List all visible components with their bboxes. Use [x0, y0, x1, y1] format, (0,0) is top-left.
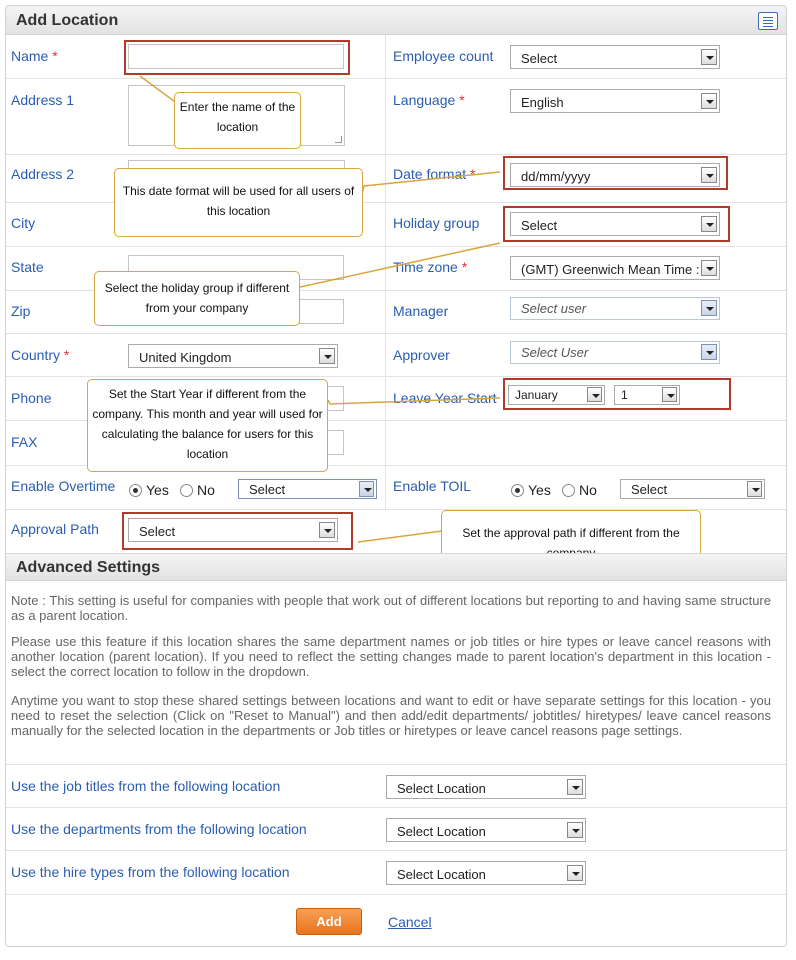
toil-yes-label: Yes — [528, 482, 551, 498]
toil-select[interactable]: Select — [620, 479, 765, 499]
overtime-no-label: No — [197, 482, 215, 498]
enable-overtime-label: Enable Overtime — [11, 478, 116, 494]
overtime-no-radio[interactable] — [180, 484, 193, 497]
zip-label: Zip — [11, 303, 31, 319]
city-label: City — [11, 215, 36, 231]
chevron-down-icon — [701, 344, 717, 360]
manager-label: Manager — [393, 303, 449, 319]
country-label: Country * — [11, 347, 70, 363]
country-select[interactable]: United Kingdom — [128, 344, 338, 368]
page-title: Add Location — [16, 12, 119, 29]
date-format-callout: This date format will be used for all users of this location — [114, 168, 363, 237]
job-titles-location-label: Use the job titles from the following location — [11, 778, 281, 794]
add-button[interactable]: Add — [296, 908, 362, 935]
chevron-down-icon — [319, 348, 335, 364]
toil-no-radio[interactable] — [562, 484, 575, 497]
panel-header — [6, 6, 786, 35]
job-titles-location-select[interactable]: Select Location — [386, 775, 586, 799]
employee-count-label: Employee count — [393, 48, 494, 64]
approval-path-label: Approval Path — [11, 521, 99, 537]
row-divider — [6, 376, 786, 377]
chevron-down-icon — [701, 260, 717, 276]
address2-label: Address 2 — [11, 166, 75, 182]
cancel-link[interactable]: Cancel — [388, 914, 432, 930]
leave-year-start-label: Leave Year Start — [393, 390, 497, 406]
language-select[interactable]: English — [510, 89, 720, 113]
add-location-panel — [5, 5, 787, 947]
chevron-down-icon — [701, 93, 717, 109]
language-label: Language * — [393, 92, 465, 108]
row-divider — [6, 894, 786, 895]
row-divider — [6, 764, 786, 765]
column-divider — [385, 35, 386, 509]
name-label: Name * — [11, 48, 58, 64]
list-view-icon[interactable] — [758, 12, 778, 30]
advanced-note-2: Please use this feature if this location shares the same department names or job titles or hire types or leave cancel reasons with another location (parent location). If you need to reflect the setting changes made to parent location's department in this location - select the correct location to follow in the dropdown. — [11, 634, 771, 679]
row-divider — [6, 333, 786, 334]
advanced-note-3: Anytime you want to stop these shared settings between locations and want to edit or have separate settings for this location - you need to reset the selection (Click on "Reset to Manual") and then add/edit departments/ jobtitles/ hiretypes/ leave cancel reasons manually for the selected location in the departments or Job titles or hiretypes or leave cancel reasons page settings. — [11, 693, 771, 738]
row-divider — [6, 850, 786, 851]
departments-location-select[interactable]: Select Location — [386, 818, 586, 842]
fax-label: FAX — [11, 434, 38, 450]
time-zone-select[interactable]: (GMT) Greenwich Mean Time : — [510, 256, 720, 280]
overtime-yes-radio[interactable] — [129, 484, 142, 497]
approval-path-callout: Set the approval path if different from the — [441, 510, 701, 581]
date-format-select[interactable]: dd/mm/yyyy — [510, 163, 720, 187]
row-divider — [6, 807, 786, 808]
toil-no-label: No — [579, 482, 597, 498]
name-callout: Enter the name of the location — [174, 92, 301, 149]
phone-label: Phone — [11, 390, 52, 406]
chevron-down-icon — [567, 822, 583, 838]
approver-user-picker[interactable]: Select User — [510, 341, 720, 364]
approval-path-select[interactable]: Select — [128, 518, 338, 542]
chevron-down-icon — [701, 49, 717, 65]
row-divider — [6, 154, 786, 155]
chevron-down-icon — [567, 779, 583, 795]
overtime-select[interactable]: Select — [238, 479, 377, 499]
address1-label: Address 1 — [11, 92, 75, 108]
holiday-group-highlight — [503, 206, 730, 242]
hire-types-location-select[interactable]: Select Location — [386, 861, 586, 885]
chevron-down-icon — [359, 481, 374, 497]
hire-types-location-label: Use the hire types from the following location — [11, 864, 290, 880]
departments-location-label: Use the departments from the following location — [11, 821, 307, 837]
row-divider — [6, 246, 786, 247]
advanced-settings-title: Advanced Settings — [16, 559, 161, 576]
row-divider — [6, 78, 786, 79]
approval-highlight — [122, 512, 353, 550]
approver-label: Approver — [393, 347, 450, 363]
employee-count-select[interactable]: Select — [510, 45, 720, 69]
toil-yes-radio[interactable] — [511, 484, 524, 497]
overtime-yes-label: Yes — [146, 482, 169, 498]
manager-user-picker[interactable]: Select user — [510, 297, 720, 320]
leave-day-select[interactable]: 1 — [614, 385, 680, 405]
advanced-note-1: Note : This setting is useful for companies with people that work out of different locations but reporting to and having same structure as a parent location. — [11, 593, 771, 623]
advanced-settings-header — [6, 553, 786, 581]
holiday-group-label: Holiday group — [393, 215, 480, 231]
state-label: State — [11, 259, 44, 275]
date-format-highlight — [503, 156, 728, 190]
chevron-down-icon — [701, 300, 717, 316]
date-format-label: Date format * — [393, 166, 476, 182]
chevron-down-icon — [747, 481, 762, 497]
leave-year-highlight — [503, 378, 731, 410]
enable-toil-label: Enable TOIL — [393, 478, 472, 494]
leave-year-callout: Set the Start Year if different from the company. This month and year will used for calculating the balance for users for this location — [87, 379, 328, 472]
chevron-down-icon — [567, 865, 583, 881]
holiday-group-callout: Select the holiday group if different from your company — [94, 271, 300, 326]
leave-month-select[interactable]: January — [508, 385, 605, 405]
time-zone-label: Time zone * — [393, 259, 468, 275]
holiday-group-select[interactable]: Select — [510, 212, 720, 236]
name-highlight — [124, 40, 350, 75]
